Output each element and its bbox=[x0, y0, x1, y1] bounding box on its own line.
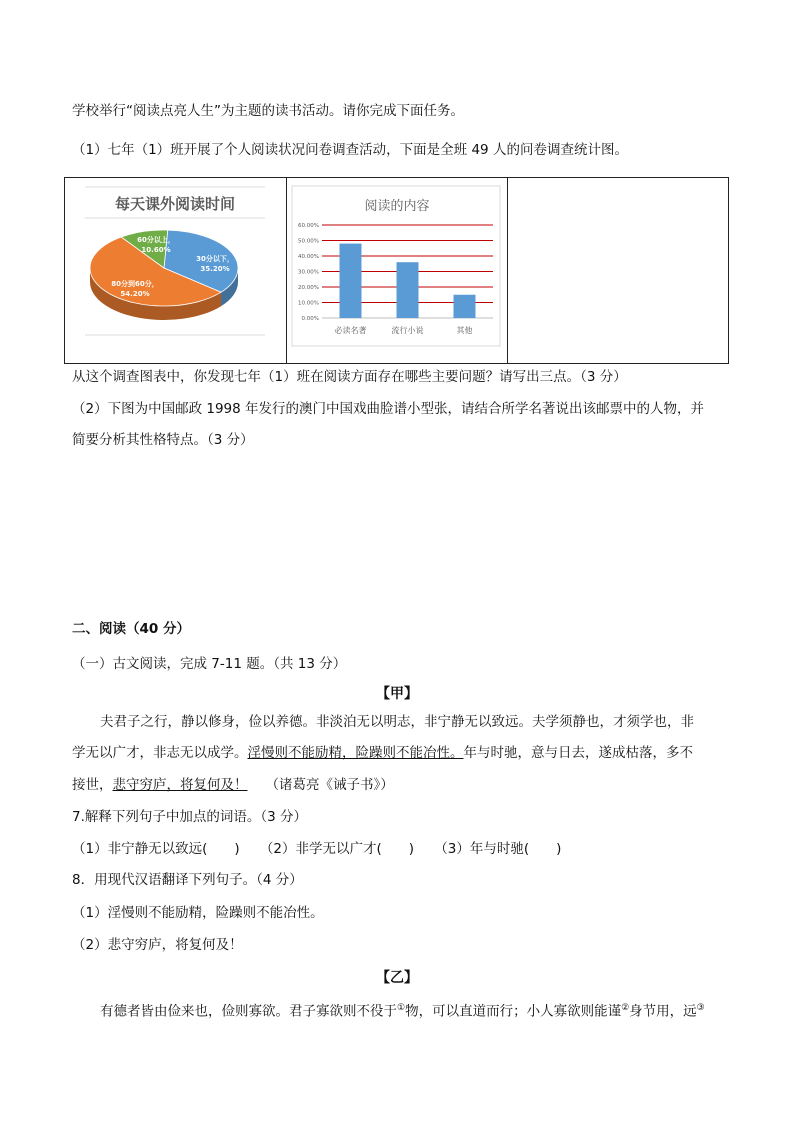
passage-jia-label: 【甲】 bbox=[376, 686, 418, 702]
passage-yi-line-1 bbox=[100, 999, 705, 1021]
pie-data-label: 30分以下， 35.20% bbox=[196, 255, 234, 273]
bar-chart-cell bbox=[287, 178, 508, 364]
figure-table bbox=[64, 177, 729, 364]
question-8-2: （2）悲守穷庐，将复何及！ bbox=[72, 937, 243, 953]
intro-text: 学校举行“阅读点亮人生”为主题的读书活动。请你完成下面任务。 bbox=[72, 103, 464, 119]
bar bbox=[397, 262, 419, 318]
question-8-1: （1）淫慢则不能励精，险躁则不能冶性。 bbox=[72, 905, 324, 921]
footnote-marker: ③ bbox=[696, 1003, 705, 1013]
pie-chart-cell bbox=[65, 178, 287, 364]
passage-text: 年与时驰，意与日去，遂成枯落，多不 bbox=[463, 745, 693, 761]
subsection-heading: （一）古文阅读，完成 7-11 题。（共 13 分） bbox=[72, 656, 347, 672]
passage-text: 身节用，远 bbox=[629, 1003, 697, 1020]
y-tick-label: 60.00% bbox=[298, 223, 319, 229]
y-tick-label: 40.00% bbox=[298, 254, 319, 260]
question-8: 8．用现代汉语翻译下列句子。（4 分） bbox=[72, 872, 303, 888]
bar bbox=[454, 295, 476, 318]
question-2-line-2: 简要分析其性格特点。（3 分） bbox=[72, 432, 254, 448]
y-tick-label: 30.00% bbox=[298, 269, 319, 276]
question-2-line-1: （2）下图为中国邮政 1998 年发行的澳门中国戏曲脸谱小型张，请结合所学名著说出该邮票中的人物，并 bbox=[72, 401, 705, 417]
question-7: 7.解释下列句子中加点的词语。（3 分） bbox=[72, 809, 308, 825]
passage-yi-label: 【乙】 bbox=[376, 970, 418, 986]
underlined-sentence: 悲守穷庐，将复何及！ bbox=[112, 777, 248, 793]
footnote-marker: ② bbox=[621, 1003, 630, 1013]
passage-jia-line-3 bbox=[72, 776, 394, 794]
pie-data-label: 60分以上， 10.60% bbox=[137, 236, 175, 254]
question-7-items: （1）非宁静无以致远( ) （2）非学无以广才( ) （3）年与时驰( ) bbox=[72, 841, 562, 857]
y-tick-label: 50.00% bbox=[298, 238, 319, 245]
passage-source: （诸葛亮《诫子书》） bbox=[265, 777, 394, 793]
passage-text: 接世， bbox=[72, 777, 113, 793]
passage-jia-line-2 bbox=[72, 744, 693, 762]
question-1-prompt: 从这个调查图表中，你发现七年（1）班在阅读方面存在哪些主要问题？请写出三点。（3 分） bbox=[72, 369, 627, 385]
bar-chart bbox=[287, 178, 507, 359]
y-tick-label: 20.00% bbox=[298, 285, 319, 291]
passage-text: 物，可以直道而行；小人寡欲则能谨 bbox=[405, 1003, 622, 1020]
pie-data-label: 80分到60分， 54.20% bbox=[111, 280, 159, 298]
passage-text: 学无以广才，非志无以成学。 bbox=[72, 745, 248, 761]
passage-jia-line-1 bbox=[100, 713, 694, 731]
question-1: （1）七年（1）班开展了个人阅读状况问卷调查活动，下面是全班 49 人的问卷调查统计图。 bbox=[72, 142, 628, 158]
passage-text: 夫君子之行，静以修身，俭以养德。非淡泊无以明志，非宁静无以致远。夫学须静也，才须学也，非 bbox=[100, 714, 694, 730]
empty-cell bbox=[508, 178, 729, 364]
y-tick-label: 0.00% bbox=[301, 316, 319, 322]
footnote-marker: ① bbox=[397, 1003, 406, 1013]
bar-chart-title: 阅读的内容 bbox=[364, 199, 430, 214]
underlined-sentence: 淫慢则不能励精，险躁则不能冶性。 bbox=[247, 745, 464, 761]
x-tick-label: 必读名著 bbox=[334, 326, 367, 335]
section-heading: 二、阅读（40 分） bbox=[72, 621, 190, 637]
pie-chart bbox=[65, 178, 286, 359]
y-tick-label: 10.00% bbox=[298, 300, 319, 307]
pie-chart-title: 每天课外阅读时间 bbox=[114, 195, 236, 213]
x-tick-label: 其他 bbox=[456, 326, 473, 335]
passage-text: 有德者皆由俭来也，俭则寡欲。君子寡欲则不役于 bbox=[100, 1003, 397, 1020]
bar bbox=[340, 244, 362, 318]
x-tick-label: 流行小说 bbox=[391, 326, 424, 335]
